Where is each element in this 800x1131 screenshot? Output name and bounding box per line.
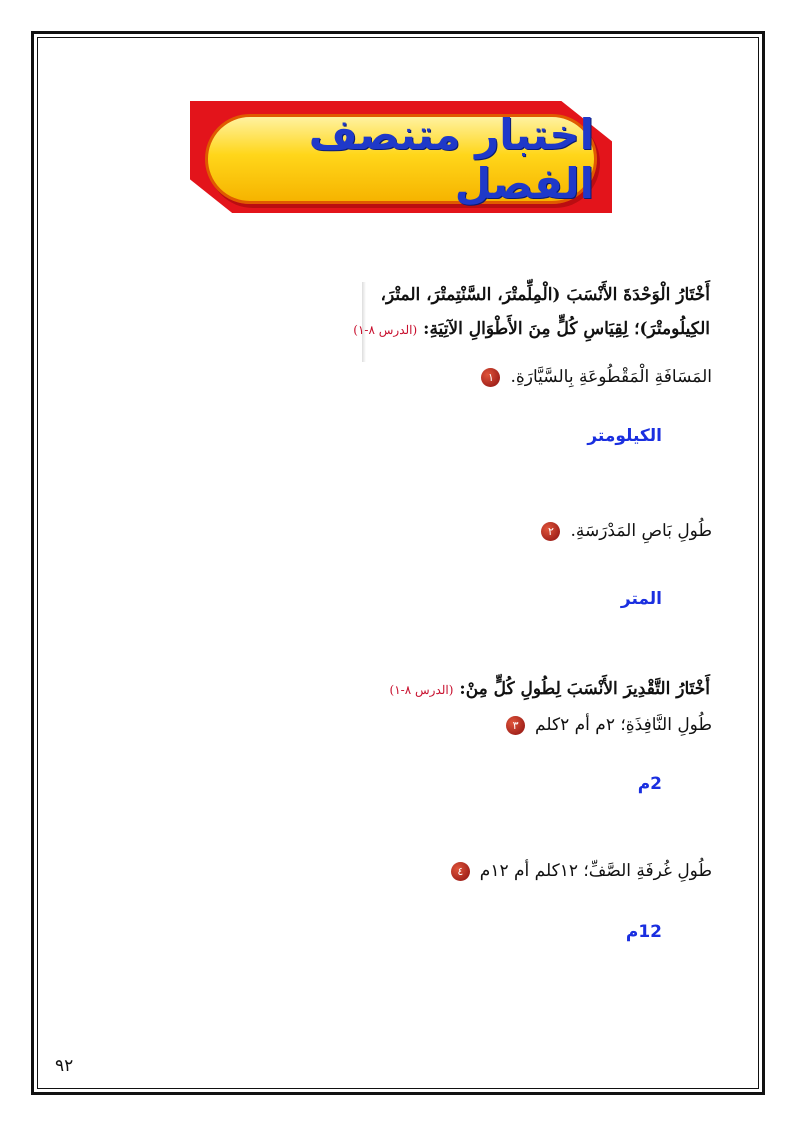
question-number-badge: ٤ xyxy=(451,862,470,881)
section2-instruction: أَخْتَارُ التَّقْدِيرَ الأَنْسَبَ لِطُولِ كُلٍّ مِنْ:(الدرس ٨-١) xyxy=(389,679,710,699)
title-banner xyxy=(205,110,597,208)
question-2 xyxy=(541,521,712,541)
question-number-badge: ٣ xyxy=(506,716,525,735)
answer-2: المتر xyxy=(620,589,662,609)
question-text: طُولِ بَاصِ المَدْرَسَةِ. xyxy=(570,521,712,541)
question-4 xyxy=(451,861,712,881)
question-text: طُولِ غُرفَةِ الصَّفِّ؛ ١٢كلم أم ١٢م xyxy=(479,861,712,881)
answer-3: 2م xyxy=(637,774,662,794)
question-text: طُولِ النَّافِذَةِ؛ ٢م أم ٢كلم xyxy=(535,715,712,735)
question-1 xyxy=(481,367,712,387)
section1-instruction-line1: أَخْتَارُ الْوَحْدَةَ الأَنْسَبَ (الْمِلِّمتْرَ، السَّنْتِمتْرَ، المتْرَ، xyxy=(380,285,710,305)
question-3 xyxy=(506,715,712,735)
question-number-badge: ٢ xyxy=(541,522,560,541)
section1-instruction-line2: الكِيلُومتْرَ)؛ لِقِيَاسِ كُلٍّ مِنَ الأَطْوَالِ الآتِيَةِ:(الدرس ٨-١) xyxy=(353,319,710,339)
answer-1: الكيلومتر xyxy=(587,426,662,446)
section1-lesson-ref: (الدرس ٨-١) xyxy=(353,323,418,337)
section2-lesson-ref: (الدرس ٨-١) xyxy=(389,683,454,697)
answer-4: 12م xyxy=(625,922,662,942)
page-number: ٩٢ xyxy=(55,1056,74,1076)
page-title: اختبار متنصف الفصل xyxy=(308,110,594,208)
question-number-badge: ١ xyxy=(481,368,500,387)
question-text: المَسَافَةِ الْمَقْطُوعَةِ بِالسَّيَّارَةِ. xyxy=(510,367,712,387)
